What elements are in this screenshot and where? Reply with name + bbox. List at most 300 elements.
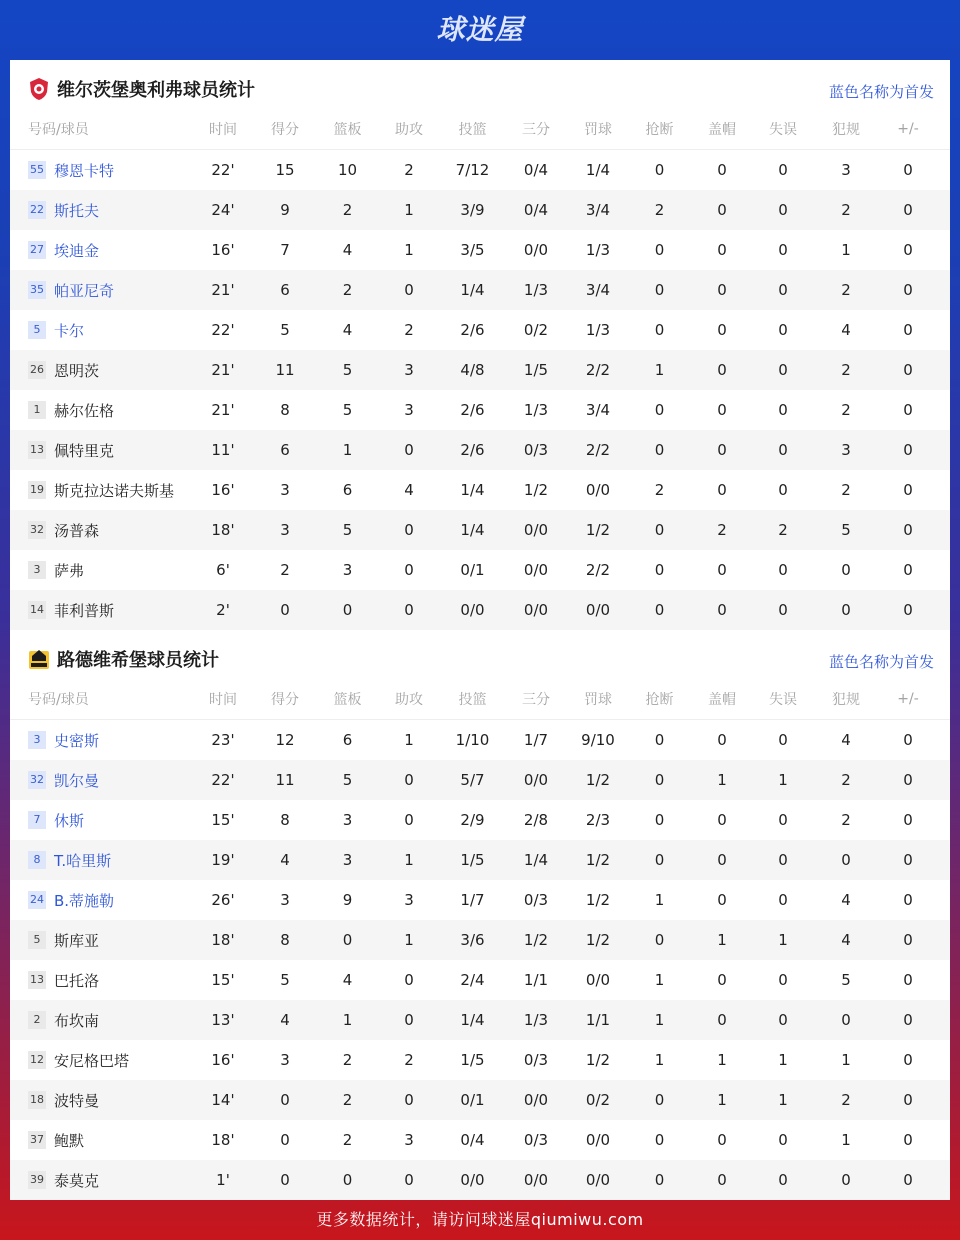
stat-cell: 0 [778, 481, 788, 499]
stat-cell: 2/9 [460, 811, 485, 829]
player-cell [10, 360, 195, 381]
stat-cell: 9 [342, 891, 353, 909]
stat-cell: 0 [778, 601, 788, 619]
stat-cell: 0/0 [523, 601, 549, 619]
stat-cell: 0 [841, 601, 851, 619]
column-header: 号码/球员 [28, 692, 89, 708]
stat-cell: 2/2 [585, 561, 611, 579]
stat-cell: 0 [841, 1171, 851, 1189]
column-header: 罚球 [584, 122, 612, 138]
stat-cell: 1/7 [460, 891, 485, 909]
stat-cell: 0 [404, 601, 414, 619]
stat-cell: 0 [841, 851, 851, 869]
stat-cell: 1/2 [585, 521, 611, 539]
stat-cell: 0 [717, 241, 727, 259]
stat-cell: 1 [654, 1011, 665, 1029]
stat-cell: 0 [717, 891, 727, 909]
player-name-link[interactable]: B.蒂施勒 [54, 891, 115, 910]
table-row[interactable] [10, 720, 950, 760]
column-header: 抢断 [645, 692, 674, 708]
stat-cell: 14' [211, 1091, 235, 1109]
stat-cell: 0/4 [523, 161, 549, 179]
player-name-link[interactable]: 布坎南 [54, 1011, 100, 1030]
jersey-number-badge: 13 [28, 971, 46, 989]
table-row[interactable] [10, 840, 950, 880]
stat-cell: 0 [903, 201, 913, 219]
stat-cell: 2/2 [585, 361, 611, 379]
jersey-number-badge: 26 [28, 361, 46, 379]
column-header: +/- [897, 121, 919, 137]
table-row[interactable] [10, 230, 950, 270]
stat-cell: 0 [654, 401, 665, 419]
table-row[interactable] [10, 880, 950, 920]
stat-cell: 0 [654, 561, 665, 579]
jersey-number-badge: 37 [28, 1131, 46, 1149]
stat-cell: 3/9 [460, 201, 485, 219]
team-header [10, 630, 950, 688]
stat-cell: 3 [841, 441, 851, 459]
stat-cell: 0 [778, 201, 788, 219]
starter-legend: 蓝色名称为首发 [828, 83, 934, 101]
stat-cell: 4 [280, 851, 290, 869]
stat-cell: 0 [903, 1091, 913, 1109]
stat-cell: 0 [404, 561, 414, 579]
table-row[interactable] [10, 590, 950, 630]
stat-cell: 22' [211, 771, 235, 789]
table-row[interactable] [10, 430, 950, 470]
stat-cell: 1 [717, 771, 727, 789]
stat-cell: 21' [211, 401, 235, 419]
player-cell [10, 970, 195, 991]
column-header: 抢断 [645, 122, 674, 138]
stat-cell: 0 [903, 241, 913, 259]
stat-cell: 0 [717, 441, 727, 459]
stat-cell: 0 [404, 281, 414, 299]
stat-cell: 21' [211, 361, 235, 379]
stat-cell: 3/4 [585, 401, 611, 419]
jersey-number-badge: 18 [28, 1091, 46, 1109]
stat-cell: 0/0 [523, 561, 549, 579]
player-name-link[interactable]: 恩明茨 [54, 361, 100, 380]
stat-cell: 4 [841, 891, 851, 909]
stat-cell: 1/5 [460, 1051, 485, 1069]
jersey-number-badge: 24 [28, 891, 46, 909]
column-header: 得分 [271, 122, 299, 138]
stat-cell: 0 [903, 971, 913, 989]
stat-cell: 0 [654, 601, 665, 619]
stat-cell: 0 [717, 971, 727, 989]
player-name-link[interactable]: 泰莫克 [54, 1171, 100, 1190]
player-cell [10, 930, 195, 951]
jersey-number-badge: 55 [28, 161, 46, 179]
stat-cell: 0 [654, 771, 665, 789]
player-name-link[interactable]: 卡尔 [54, 321, 85, 340]
table-row[interactable] [10, 1000, 950, 1040]
stat-cell: 11' [211, 441, 235, 459]
stat-cell: 0 [342, 1171, 353, 1189]
table-row[interactable] [10, 760, 950, 800]
column-header: 投篮 [458, 692, 487, 708]
footer-link[interactable]: 更多数据统计，请访问球迷屋qiumiwu.com [316, 1210, 644, 1229]
stat-cell: 1 [717, 1051, 727, 1069]
stat-cell: 5 [342, 361, 353, 379]
stat-cell: 1/3 [585, 241, 611, 259]
stat-cell: 2 [841, 201, 851, 219]
player-name-link[interactable]: 鲍默 [54, 1131, 85, 1150]
stat-cell: 3 [280, 891, 290, 909]
stat-cell: 1/4 [460, 281, 485, 299]
stat-cell: 0 [654, 441, 665, 459]
jersey-number-badge: 39 [28, 1171, 46, 1189]
stat-cell: 0 [903, 891, 913, 909]
stat-cell: 0 [717, 1171, 727, 1189]
team-header [10, 60, 950, 118]
stat-cell: 22' [211, 321, 235, 339]
stat-cell: 16' [211, 481, 235, 499]
player-name-link[interactable]: 穆恩卡特 [54, 161, 115, 180]
jersey-number-badge: 1 [28, 401, 46, 419]
stat-cell: 2 [841, 281, 851, 299]
stat-cell: 0 [778, 321, 788, 339]
stat-cell: 0 [903, 321, 913, 339]
jersey-number-badge: 3 [28, 561, 46, 579]
player-name-link[interactable]: 斯克拉达诺夫斯基 [54, 481, 175, 500]
player-name-link[interactable]: 史密斯 [54, 731, 100, 750]
table-row[interactable] [10, 550, 950, 590]
stat-cell: 6 [342, 481, 353, 499]
stat-cell: 2 [342, 1131, 353, 1149]
stat-cell: 0 [903, 361, 913, 379]
stat-cell: 1 [342, 1011, 353, 1029]
stat-cell: 0 [404, 971, 414, 989]
stat-cell: 2 [841, 1091, 851, 1109]
stat-cell: 1/1 [523, 971, 549, 989]
column-header: 时间 [209, 122, 237, 138]
jersey-number-badge: 3 [28, 731, 46, 749]
player-cell [10, 320, 195, 341]
stat-cell: 0 [654, 1091, 665, 1109]
stat-cell: 5 [342, 521, 353, 539]
table-row[interactable] [10, 150, 950, 190]
player-name-link[interactable]: 凯尔曼 [54, 771, 100, 790]
column-header: 篮板 [333, 122, 362, 138]
player-name-link[interactable]: 巴托洛 [54, 971, 100, 990]
stat-cell: 2 [404, 161, 414, 179]
stat-cell: 0 [903, 441, 913, 459]
player-cell [10, 770, 195, 791]
stat-cell: 2 [717, 521, 727, 539]
stat-cell: 1/4 [460, 481, 485, 499]
player-name-link[interactable]: 汤普森 [54, 521, 100, 540]
player-name-link[interactable]: 赫尔佐格 [54, 401, 115, 420]
stat-cell: 0 [654, 241, 665, 259]
stat-cell: 5/7 [460, 771, 485, 789]
stat-cell: 0 [717, 361, 727, 379]
stat-cell: 18' [211, 931, 235, 949]
stat-cell: 0 [903, 771, 913, 789]
stat-cell: 1/7 [523, 731, 549, 749]
stat-cell: 1 [404, 851, 414, 869]
stat-cell: 16' [211, 1051, 235, 1069]
player-name-link[interactable]: 佩特里克 [54, 441, 115, 460]
player-name-link[interactable]: T.哈里斯 [54, 851, 112, 870]
stat-cell: 0/3 [523, 891, 549, 909]
stat-cell: 0 [404, 1171, 414, 1189]
stat-cell: 2/6 [460, 401, 485, 419]
stat-cell: 1/4 [585, 161, 611, 179]
stat-cell: 2 [654, 481, 665, 499]
stat-cell: 0/0 [585, 601, 611, 619]
stat-cell: 1/2 [585, 1051, 611, 1069]
stat-cell: 2 [342, 1051, 353, 1069]
stat-cell: 0 [778, 241, 788, 259]
stat-cell: 4 [841, 321, 851, 339]
table-row[interactable] [10, 390, 950, 430]
player-cell [10, 850, 195, 871]
player-cell [10, 890, 195, 911]
stat-cell: 2/8 [523, 811, 549, 829]
table-row[interactable] [10, 920, 950, 960]
jersey-number-badge: 5 [28, 321, 46, 339]
stat-cell: 0 [280, 1091, 290, 1109]
jersey-number-badge: 13 [28, 441, 46, 459]
stat-cell: 3 [404, 401, 414, 419]
stat-cell: 3 [342, 851, 353, 869]
stat-cell: 1 [841, 1131, 851, 1149]
column-header: 得分 [271, 692, 299, 708]
column-header: 盖帽 [708, 122, 736, 138]
stat-cell: 1/1 [585, 1011, 611, 1029]
ludwigsburg-riesen-icon [28, 647, 50, 671]
stat-cell: 5 [342, 771, 353, 789]
stat-cell: 11 [275, 771, 295, 789]
team-title: 路德维希堡球员统计 [57, 650, 219, 671]
stat-cell: 19' [211, 851, 235, 869]
jersey-number-badge: 19 [28, 481, 46, 499]
stat-cell: 6 [280, 281, 290, 299]
stat-cell: 3/5 [460, 241, 485, 259]
stat-cell: 5 [841, 971, 851, 989]
stat-cell: 9 [280, 201, 290, 219]
stat-cell: 0/3 [523, 1051, 549, 1069]
stat-cell: 1 [654, 891, 665, 909]
player-cell [10, 160, 195, 181]
stat-cell: 0 [717, 811, 727, 829]
stat-cell: 0 [654, 731, 665, 749]
stat-cell: 0/0 [585, 1171, 611, 1189]
stat-cell: 1/5 [460, 851, 485, 869]
player-name-link[interactable]: 萨弗 [54, 561, 85, 580]
stat-cell: 2 [404, 1051, 414, 1069]
stat-cell: 3 [404, 361, 414, 379]
brand-logo: 球迷屋 [436, 13, 524, 46]
stat-cell: 1/10 [455, 731, 490, 749]
stat-cell: 1/2 [585, 931, 611, 949]
stat-cell: 0/0 [585, 971, 611, 989]
table-row[interactable] [10, 1120, 950, 1160]
stat-cell: 0 [654, 281, 665, 299]
stat-cell: 2/4 [460, 971, 485, 989]
stat-cell: 1 [841, 241, 851, 259]
stat-cell: 0 [654, 811, 665, 829]
stat-cell: 2/6 [460, 441, 485, 459]
stat-cell: 0 [717, 321, 727, 339]
table-row[interactable] [10, 1040, 950, 1080]
jersey-number-badge: 2 [28, 1011, 46, 1029]
stat-cell: 7 [280, 241, 290, 259]
table-row[interactable] [10, 1080, 950, 1120]
player-name-link[interactable]: 波特曼 [54, 1091, 100, 1110]
stat-cell: 0 [654, 1131, 665, 1149]
stat-cell: 1/4 [460, 1011, 485, 1029]
table-row[interactable] [10, 510, 950, 550]
stat-cell: 0 [903, 1131, 913, 1149]
stat-cell: 0 [778, 561, 788, 579]
stat-cell: 3/6 [460, 931, 485, 949]
stat-cell: 0/0 [585, 1131, 611, 1149]
jersey-number-badge: 5 [28, 931, 46, 949]
stat-cell: 10 [337, 161, 358, 179]
table-row[interactable] [10, 800, 950, 840]
table-row[interactable] [10, 1160, 950, 1200]
team-section-home [10, 60, 950, 630]
stat-cell: 2 [342, 201, 353, 219]
jersey-number-badge: 35 [28, 281, 46, 299]
stat-cell: 0 [404, 811, 414, 829]
player-name-link[interactable]: 安尼格巴塔 [54, 1051, 130, 1070]
stat-cell: 1 [404, 241, 414, 259]
stat-cell: 0 [717, 281, 727, 299]
stat-cell: 2 [342, 281, 353, 299]
stat-cell: 15' [211, 971, 235, 989]
stat-cell: 26' [211, 891, 235, 909]
stat-cell: 0 [404, 1091, 414, 1109]
table-row[interactable] [10, 470, 950, 510]
starter-legend: 蓝色名称为首发 [828, 653, 934, 671]
jersey-number-badge: 14 [28, 601, 46, 619]
stat-cell: 4 [342, 321, 353, 339]
stat-cell: 0 [717, 401, 727, 419]
stat-cell: 0 [778, 281, 788, 299]
stat-cell: 15' [211, 811, 235, 829]
stat-cell: 1/3 [523, 281, 549, 299]
player-name-link[interactable]: 休斯 [54, 811, 85, 830]
stat-cell: 0 [778, 1131, 788, 1149]
player-cell [10, 200, 195, 221]
player-name-link[interactable]: 斯库亚 [54, 931, 100, 950]
stat-cell: 0 [903, 1011, 913, 1029]
stat-cell: 3 [280, 521, 290, 539]
stat-cell: 8 [280, 401, 290, 419]
jersey-number-badge: 12 [28, 1051, 46, 1069]
stat-cell: 1' [216, 1171, 230, 1189]
stat-cell: 1/4 [523, 851, 549, 869]
stat-cell: 0 [903, 521, 913, 539]
stat-cell: 4 [342, 971, 353, 989]
stat-cell: 0 [903, 161, 913, 179]
stat-cell: 0 [778, 441, 788, 459]
table-row[interactable] [10, 270, 950, 310]
stat-cell: 5 [342, 401, 353, 419]
stat-cell: 2 [778, 521, 788, 539]
stat-cell: 0 [903, 601, 913, 619]
stat-cell: 1 [841, 1051, 851, 1069]
team-title: 维尔茨堡奥利弗球员统计 [57, 80, 255, 101]
table-header [10, 118, 950, 150]
stat-cell: 0/0 [523, 1171, 549, 1189]
stat-cell: 0 [717, 601, 727, 619]
stat-cell: 1 [778, 931, 788, 949]
stat-cell: 0 [778, 851, 788, 869]
stat-cell: 0/0 [460, 601, 485, 619]
stat-cell: 4 [280, 1011, 290, 1029]
stat-cell: 16' [211, 241, 235, 259]
stat-cell: 1 [404, 931, 414, 949]
stat-cell: 1 [717, 931, 727, 949]
stat-cell: 2 [342, 1091, 353, 1109]
player-cell [10, 600, 195, 621]
player-cell [10, 1050, 195, 1071]
table-row[interactable] [10, 310, 950, 350]
column-header: 犯规 [832, 692, 860, 708]
stat-cell: 1 [404, 731, 414, 749]
stat-cell: 0/0 [460, 1171, 485, 1189]
stat-cell: 0 [778, 971, 788, 989]
column-header: 助攻 [395, 692, 423, 708]
stat-cell: 1/3 [523, 1011, 549, 1029]
stat-cell: 0 [903, 1171, 913, 1189]
column-header: +/- [897, 691, 919, 707]
stat-cell: 0 [342, 931, 353, 949]
stat-cell: 0 [903, 561, 913, 579]
table-header [10, 688, 950, 720]
stat-cell: 0 [404, 521, 414, 539]
stat-cell: 7/12 [455, 161, 490, 179]
stat-cell: 2 [841, 811, 851, 829]
stat-cell: 0/0 [523, 1091, 549, 1109]
player-name-link[interactable]: 埃迪金 [54, 241, 100, 260]
column-header: 三分 [522, 122, 550, 138]
player-table [10, 118, 950, 630]
table-row[interactable] [10, 190, 950, 230]
stat-cell: 8 [280, 811, 290, 829]
player-cell [10, 560, 195, 581]
stat-cell: 5 [280, 971, 290, 989]
stat-cell: 1/5 [523, 361, 549, 379]
stat-cell: 0/3 [523, 441, 549, 459]
stat-cell: 1/2 [523, 931, 549, 949]
jersey-number-badge: 32 [28, 521, 46, 539]
stat-cell: 6 [342, 731, 353, 749]
stat-cell: 3 [280, 481, 290, 499]
stat-cell: 8 [280, 931, 290, 949]
player-name-link[interactable]: 帕亚尼奇 [54, 281, 115, 300]
stat-cell: 0/0 [523, 771, 549, 789]
stat-cell: 0 [903, 1051, 913, 1069]
stat-cell: 24' [211, 201, 235, 219]
player-cell [10, 810, 195, 831]
player-name-link[interactable]: 斯托夫 [54, 201, 100, 220]
jersey-number-badge: 7 [28, 811, 46, 829]
stat-cell: 0 [903, 811, 913, 829]
table-row[interactable] [10, 350, 950, 390]
stat-cell: 0 [903, 851, 913, 869]
column-header: 盖帽 [708, 692, 736, 708]
table-row[interactable] [10, 960, 950, 1000]
player-name-link[interactable]: 菲利普斯 [54, 601, 115, 620]
stat-cell: 0 [404, 1011, 414, 1029]
stat-cell: 4 [841, 931, 851, 949]
